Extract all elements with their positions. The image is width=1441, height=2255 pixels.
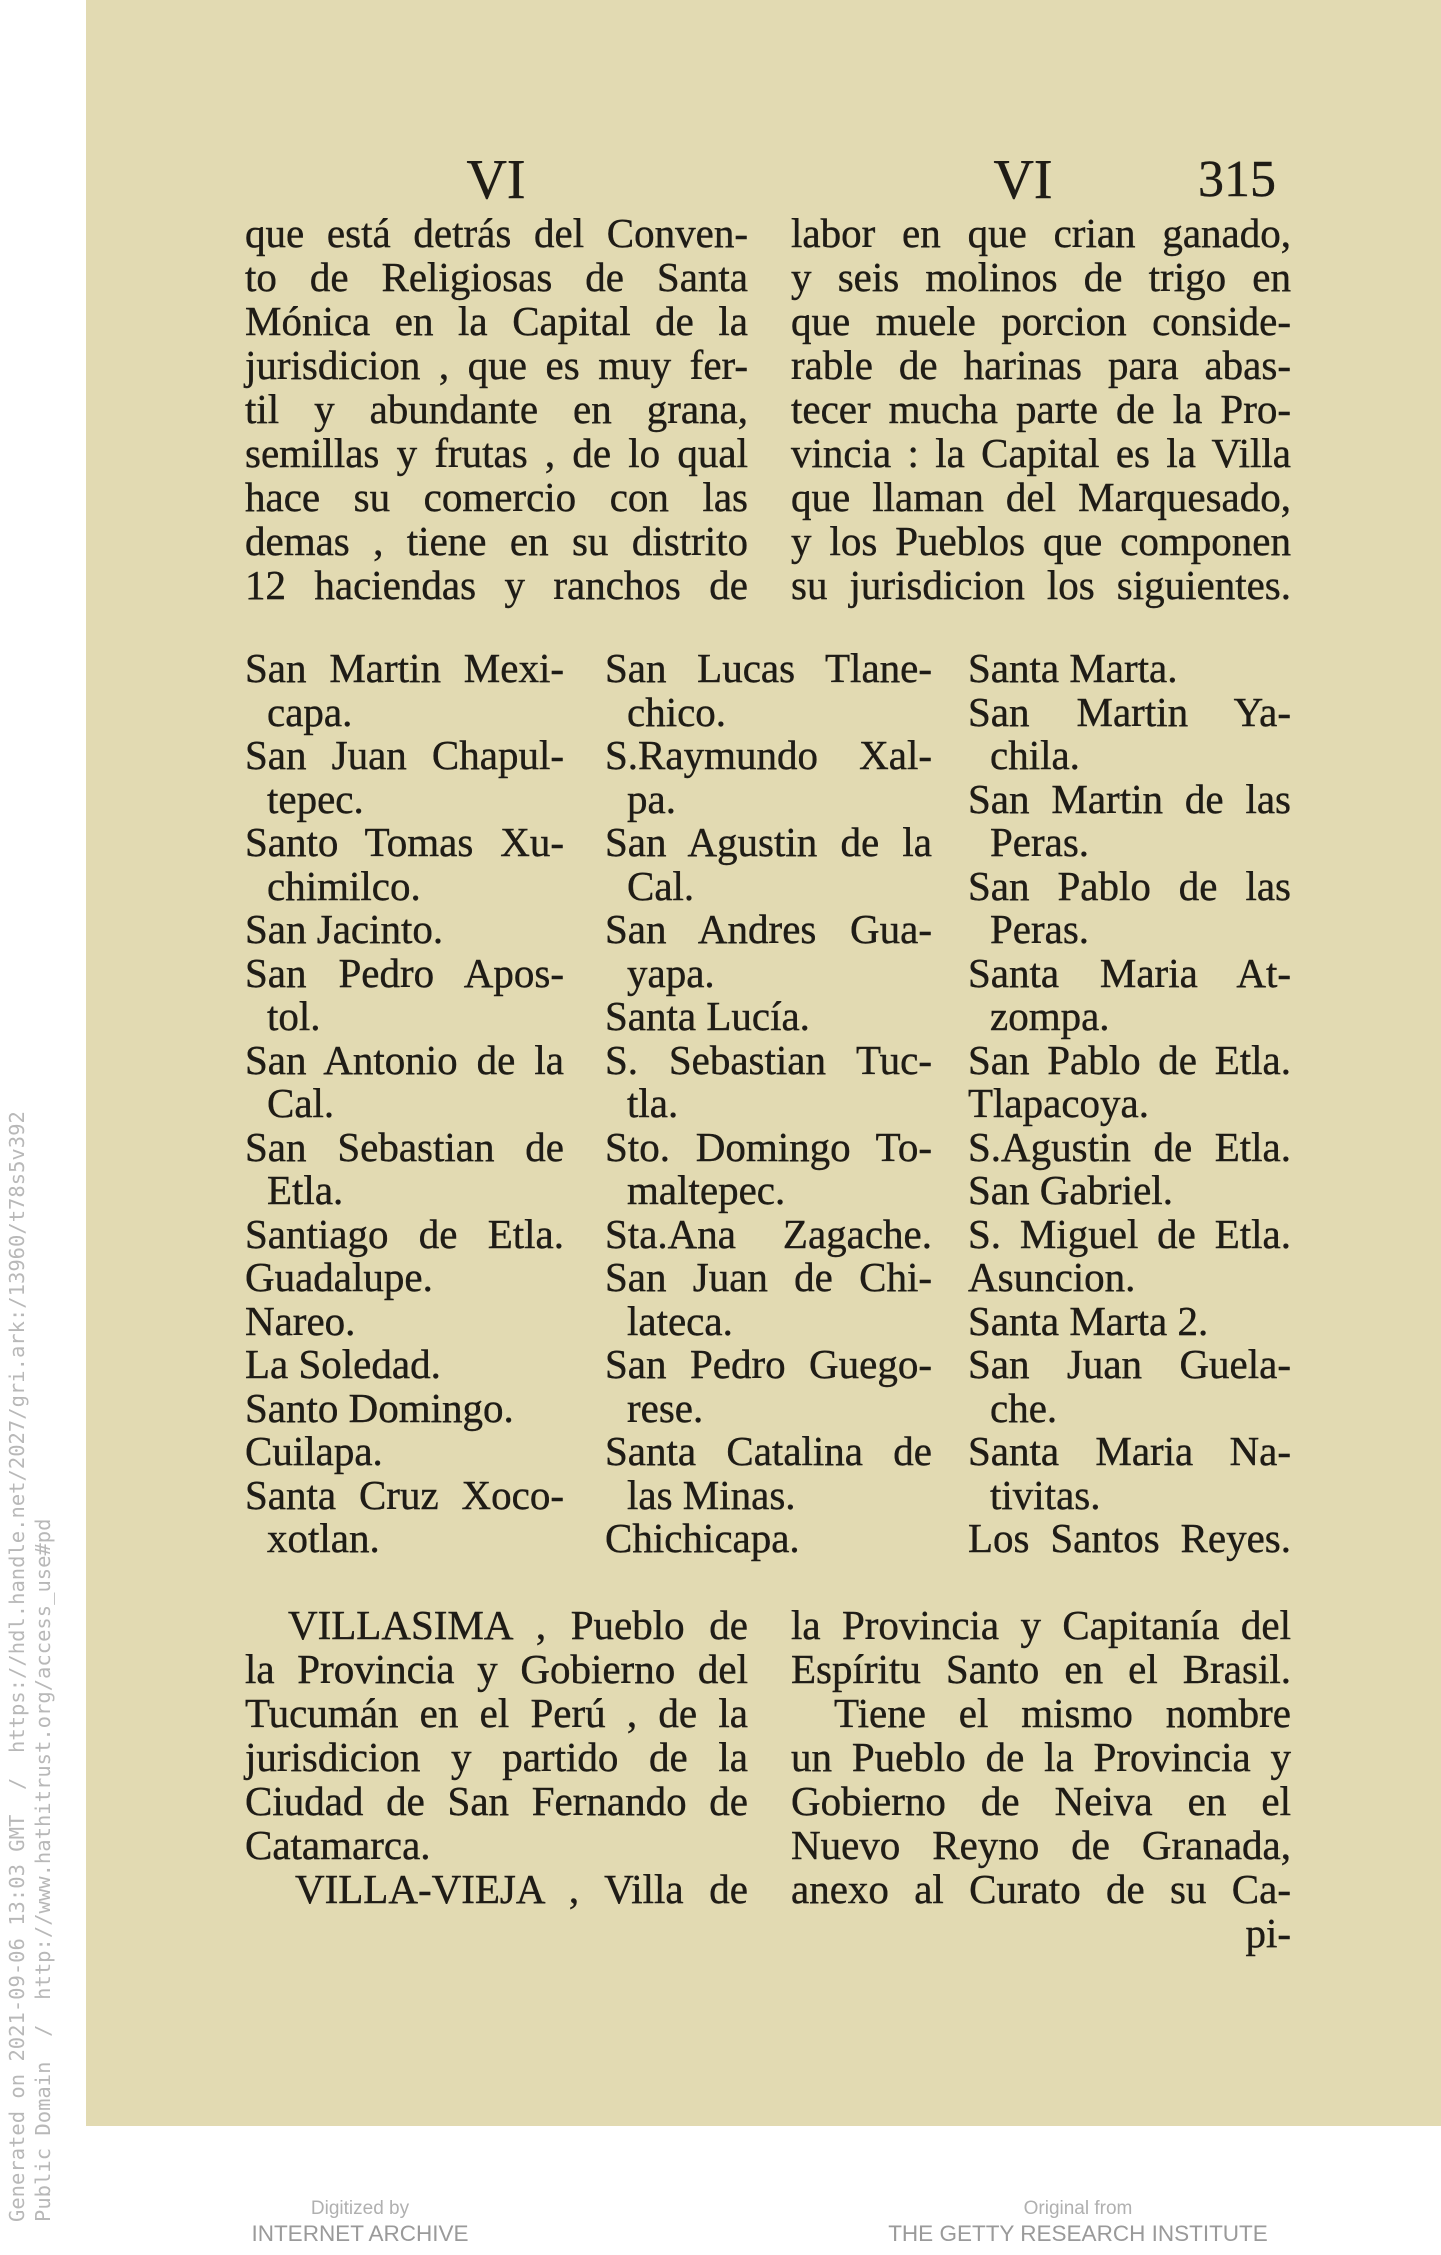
list-line: Etla. <box>267 1167 344 1213</box>
list-line: San Andres Gua- <box>605 906 932 952</box>
list-line: Los Santos Reyes. <box>968 1515 1291 1561</box>
text-line: VILLA-VIEJA , Villa de <box>295 1866 748 1912</box>
original-from-credit <box>858 2198 1298 2248</box>
text-line: jurisdicion , que es muy fer- <box>245 342 748 388</box>
list-line: San Sebastian de <box>245 1123 564 1170</box>
text-line: Tucumán en el Perú , de la <box>245 1690 748 1736</box>
text-line: to de Religiosas de Santa <box>245 254 748 300</box>
list-line: Santiago de Etla. <box>245 1210 564 1257</box>
list-line: Santa Marta 2. <box>968 1297 1209 1344</box>
list-line: San Pedro Apos- <box>245 949 564 996</box>
list-line: San Jacinto. <box>245 906 444 952</box>
text-line: VILLASIMA , Pueblo de <box>288 1602 748 1648</box>
list-line: capa. <box>267 688 353 735</box>
list-line: San Pedro Guego- <box>605 1341 932 1387</box>
list-line: Santa Maria Na- <box>968 1428 1291 1474</box>
list-line: maltepec. <box>627 1167 786 1213</box>
text-line: que muele porcion conside- <box>791 298 1291 344</box>
list-line: Chichicapa. <box>605 1515 800 1561</box>
list-line: Santa Maria At- <box>968 949 1291 996</box>
list-line: che. <box>990 1384 1058 1431</box>
list-line: Peras. <box>990 906 1090 952</box>
list-line: San Gabriel. <box>968 1167 1173 1213</box>
list-line: San Martin Ya- <box>968 688 1291 735</box>
text-line: semillas y frutas , de lo qual <box>245 430 748 476</box>
text-line: Mónica en la Capital de la <box>245 298 748 344</box>
top-entry-right-column <box>791 211 1291 607</box>
list-line: chimilco. <box>267 862 421 909</box>
running-head-left: VI <box>466 149 526 211</box>
list-line: chico. <box>627 688 727 735</box>
text-line: Catamarca. <box>245 1822 431 1868</box>
pueblos-list-column-3 <box>968 647 1291 1561</box>
list-line: San Juan de Chi- <box>605 1254 932 1300</box>
text-line: que llaman del Marquesado, <box>791 474 1291 520</box>
text-line: jurisdicion y partido de la <box>245 1734 748 1780</box>
catchword: pi- <box>1245 1910 1291 1956</box>
list-line: San Juan Chapul- <box>245 732 564 778</box>
text-line: hace su comercio con las <box>245 474 748 520</box>
text-line: anexo al Curato de su Ca- <box>791 1866 1291 1912</box>
text-line: demas , tiene en su distrito <box>245 518 748 564</box>
text-line: y los Pueblos que componen <box>791 518 1291 564</box>
list-line: Cal. <box>267 1080 335 1126</box>
bottom-entries-left-column <box>245 1603 748 1911</box>
original-from-label: Original from <box>1023 2198 1133 2219</box>
text-line: Gobierno de Neiva en el <box>791 1778 1291 1824</box>
list-line: lateca. <box>627 1297 733 1344</box>
top-entry-left-column <box>245 211 748 607</box>
running-head-right: VI <box>993 149 1053 211</box>
list-line: San Lucas Tlane- <box>605 645 932 691</box>
text-line: Ciudad de San Fernando de <box>245 1778 748 1824</box>
list-line: Santa Lucía. <box>605 993 810 1039</box>
list-line: S. Sebastian Tuc- <box>605 1036 932 1083</box>
list-line: tivitas. <box>990 1471 1101 1518</box>
list-line: pa. <box>627 775 676 822</box>
digitized-by-label: Digitized by <box>310 2198 410 2219</box>
list-line: zompa. <box>990 993 1110 1039</box>
digitized-by-credit <box>140 2198 580 2248</box>
text-line: labor en que crian ganado, <box>791 210 1291 256</box>
margin-notice-line-2: Public Domain / http://www.hathitrust.org/access_use#pd <box>31 1518 55 2222</box>
text-line: Espíritu Santo en el Brasil. <box>791 1646 1291 1692</box>
list-line: xotlan. <box>267 1515 380 1561</box>
list-line: Sto. Domingo To- <box>605 1123 932 1170</box>
pueblos-list-column-2 <box>605 647 932 1561</box>
list-line: San Antonio de la <box>245 1036 564 1083</box>
list-line: San Pablo de las <box>968 862 1291 909</box>
list-line: Tlapacoya. <box>968 1080 1149 1126</box>
list-line: chila. <box>990 732 1080 778</box>
list-line: S.Agustin de Etla. <box>968 1123 1291 1170</box>
digitized-by-name: INTERNET ARCHIVE <box>251 2221 469 2246</box>
list-line: San Juan Guela- <box>968 1341 1291 1387</box>
margin-notice-line-1: Generated on 2021-09-06 13:03 GMT / https://hdl.handle.net/2027/gri.ark:/13960/t78s5v392 <box>5 1111 29 2222</box>
list-line: S.Raymundo Xal- <box>605 732 932 778</box>
text-line: su jurisdicion los siguientes. <box>791 562 1291 608</box>
text-line: la Provincia y Gobierno del <box>245 1646 748 1692</box>
list-line: San Martin de las <box>968 775 1291 822</box>
list-line: Santo Domingo. <box>245 1384 514 1431</box>
text-line: rable de harinas para abas- <box>791 342 1291 388</box>
list-line: las Minas. <box>627 1471 796 1518</box>
list-line: Santa Marta. <box>968 645 1178 691</box>
list-line: tla. <box>627 1080 679 1126</box>
list-line: Santo Tomas Xu- <box>245 819 564 865</box>
list-line: San Martin Mexi- <box>245 645 564 691</box>
bottom-entries-right-column <box>791 1603 1291 1955</box>
text-line: Tiene el mismo nombre <box>834 1690 1291 1736</box>
list-line: Sta.Ana Zagache. <box>605 1210 932 1257</box>
list-line: S. Miguel de Etla. <box>968 1210 1291 1257</box>
list-line: La Soledad. <box>245 1341 441 1387</box>
text-line: til y abundante en grana, <box>245 386 748 432</box>
list-line: Santa Catalina de <box>605 1428 932 1474</box>
list-line: Asuncion. <box>968 1254 1136 1300</box>
list-line: Santa Cruz Xoco- <box>245 1471 564 1518</box>
text-line: tecer mucha parte de la Pro- <box>791 386 1291 432</box>
list-line: rese. <box>627 1384 704 1431</box>
list-line: San Agustin de la <box>605 819 932 865</box>
list-line: tepec. <box>267 775 364 822</box>
list-line: tol. <box>267 993 321 1039</box>
text-line: y seis molinos de trigo en <box>791 254 1291 300</box>
text-line: que está detrás del Conven- <box>245 210 748 256</box>
list-line: Nareo. <box>245 1297 356 1344</box>
list-line: yapa. <box>627 949 715 996</box>
text-line: 12 haciendas y ranchos de <box>245 562 748 608</box>
text-line: la Provincia y Capitanía del <box>791 1602 1291 1648</box>
list-line: San Pablo de Etla. <box>968 1036 1291 1083</box>
page-number: 315 <box>1198 151 1276 208</box>
text-line: Nuevo Reyno de Granada, <box>791 1822 1291 1868</box>
list-line: Peras. <box>990 819 1090 865</box>
list-line: Cal. <box>627 862 695 909</box>
text-line: un Pueblo de la Provincia y <box>791 1734 1291 1780</box>
list-line: Cuilapa. <box>245 1428 383 1474</box>
list-line: Guadalupe. <box>245 1254 433 1300</box>
original-from-name: THE GETTY RESEARCH INSTITUTE <box>888 2221 1268 2246</box>
text-line: vincia : la Capital es la Villa <box>791 430 1291 476</box>
pueblos-list-column-1 <box>245 647 564 1561</box>
